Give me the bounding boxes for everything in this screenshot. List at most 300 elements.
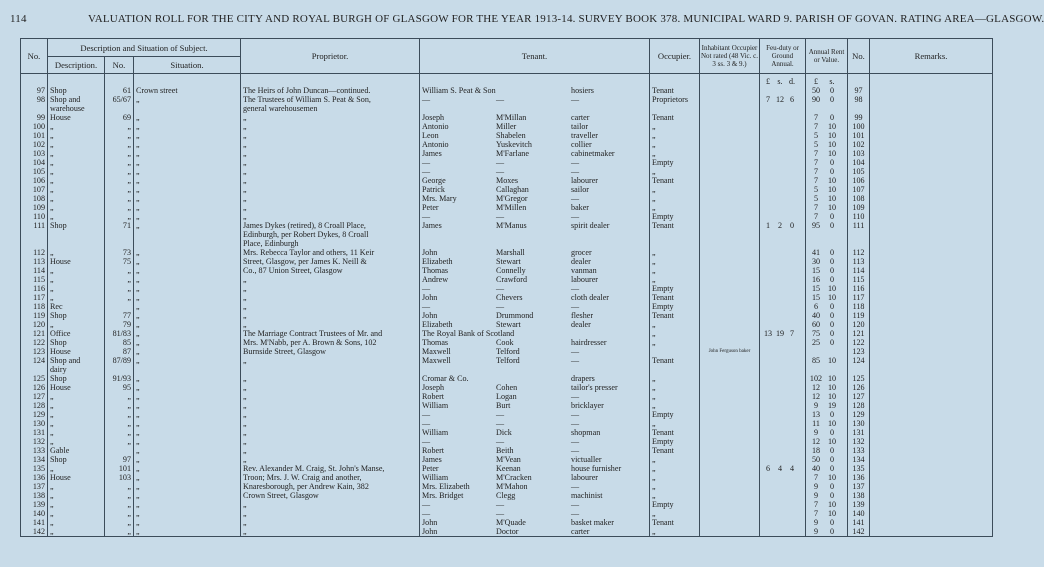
row-annual-rent: 9 0 bbox=[806, 518, 848, 527]
row-no-right: 139 bbox=[848, 500, 870, 509]
row-proprietor: „ bbox=[241, 203, 420, 212]
row-occupier: Tenant bbox=[650, 446, 700, 455]
row-feu-duty bbox=[760, 185, 806, 194]
row-tenant bbox=[420, 500, 650, 509]
row-no: 131 bbox=[21, 428, 48, 437]
table-row bbox=[21, 257, 993, 266]
row-inhabitant-occupier bbox=[700, 275, 760, 284]
tenant-occupation: machinist bbox=[571, 491, 603, 500]
tenant-occupation: flesher bbox=[571, 311, 594, 320]
row-inhabitant-occupier bbox=[700, 392, 760, 401]
table-row bbox=[21, 167, 993, 176]
tenant-surname: M'Mahon bbox=[496, 482, 528, 491]
row-street-no: 91/93 bbox=[105, 374, 134, 383]
tenant-surname: Yuskevitch bbox=[496, 140, 532, 149]
row-situation: „ bbox=[134, 122, 241, 131]
row-no: 137 bbox=[21, 482, 48, 491]
row-description: „ bbox=[48, 275, 105, 284]
table-row bbox=[21, 518, 993, 527]
row-street-no: „ bbox=[105, 149, 134, 158]
row-remarks bbox=[870, 131, 993, 140]
row-occupier: Empty bbox=[650, 284, 700, 293]
row-tenant bbox=[420, 266, 650, 275]
row-remarks bbox=[870, 212, 993, 221]
row-situation: „ bbox=[134, 401, 241, 410]
row-tenant bbox=[420, 131, 650, 140]
tenant-first: James bbox=[422, 149, 442, 158]
row-no-right: 112 bbox=[848, 248, 870, 257]
row-remarks bbox=[870, 158, 993, 167]
row-proprietor: „ bbox=[241, 446, 420, 455]
row-remarks bbox=[870, 482, 993, 491]
row-remarks bbox=[870, 266, 993, 275]
tenant-surname: — bbox=[496, 167, 505, 176]
row-situation: „ bbox=[134, 212, 241, 221]
row-remarks bbox=[870, 86, 993, 95]
tenant-first: Mrs. Elizabeth bbox=[422, 482, 470, 491]
row-no-right: 137 bbox=[848, 482, 870, 491]
tenant-first: Joseph bbox=[422, 383, 445, 392]
row-proprietor: „ bbox=[241, 293, 420, 302]
row-feu-duty: 1 2 0 bbox=[760, 221, 806, 230]
row-feu-duty: 7 12 6 bbox=[760, 95, 806, 104]
tenant-occupation: — bbox=[571, 167, 580, 176]
row-proprietor: Mrs. Rebecca Taylor and others, 11 Keir bbox=[241, 248, 420, 257]
row-inhabitant-occupier bbox=[700, 491, 760, 500]
row-no: 105 bbox=[21, 167, 48, 176]
row-situation: „ bbox=[134, 203, 241, 212]
table-row bbox=[21, 374, 993, 383]
tenant-occupation: — bbox=[571, 392, 580, 401]
tenant-occupation: — bbox=[571, 446, 580, 455]
row-no: 124 bbox=[21, 356, 48, 365]
tenant-first: George bbox=[422, 176, 446, 185]
row-remarks bbox=[870, 302, 993, 311]
tenant-occupation: — bbox=[571, 95, 580, 104]
row-description: Shop bbox=[48, 338, 105, 347]
row-no: 102 bbox=[21, 140, 48, 149]
row-annual-rent: 9 0 bbox=[806, 482, 848, 491]
row-street-no: 65/67 bbox=[105, 95, 134, 104]
row-description: warehouse bbox=[48, 104, 105, 113]
row-proprietor: „ bbox=[241, 509, 420, 518]
tenant-surname: — bbox=[496, 158, 505, 167]
tenant-first: William S. Peat & Son bbox=[422, 86, 496, 95]
row-proprietor: The Marriage Contract Trustees of Mr. and bbox=[241, 329, 420, 338]
row-tenant bbox=[420, 446, 650, 455]
row-inhabitant-occupier bbox=[700, 419, 760, 428]
row-inhabitant-occupier bbox=[700, 428, 760, 437]
row-annual-rent: 7 10 bbox=[806, 203, 848, 212]
row-occupier: „ bbox=[650, 374, 700, 383]
row-proprietor: Troon; Mrs. J. W. Craig and another, bbox=[241, 473, 420, 482]
row-inhabitant-occupier bbox=[700, 509, 760, 518]
row-annual-rent: 5 10 bbox=[806, 185, 848, 194]
row-remarks bbox=[870, 176, 993, 185]
row-no-right: 120 bbox=[848, 320, 870, 329]
row-street-no: „ bbox=[105, 176, 134, 185]
row-tenant bbox=[420, 221, 650, 230]
row-description: „ bbox=[48, 149, 105, 158]
row-situation: „ bbox=[134, 95, 241, 104]
row-description: „ bbox=[48, 482, 105, 491]
table-row bbox=[21, 482, 993, 491]
row-annual-rent: 7 0 bbox=[806, 212, 848, 221]
row-no bbox=[21, 230, 48, 239]
row-no: 126 bbox=[21, 383, 48, 392]
row-no: 97 bbox=[21, 86, 48, 95]
row-remarks bbox=[870, 410, 993, 419]
tenant-occupation: dealer bbox=[571, 257, 591, 266]
row-proprietor: The Heirs of John Duncan—continued. bbox=[241, 86, 420, 95]
row-proprietor bbox=[241, 365, 420, 374]
row-remarks bbox=[870, 113, 993, 122]
row-tenant bbox=[420, 491, 650, 500]
row-no-right: 110 bbox=[848, 212, 870, 221]
row-no-right: 121 bbox=[848, 329, 870, 338]
row-remarks bbox=[870, 329, 993, 338]
row-annual-rent: 7 10 bbox=[806, 149, 848, 158]
row-annual-rent: 7 0 bbox=[806, 113, 848, 122]
row-street-no bbox=[105, 302, 134, 311]
row-street-no: „ bbox=[105, 203, 134, 212]
row-street-no: „ bbox=[105, 275, 134, 284]
row-remarks bbox=[870, 455, 993, 464]
row-situation: „ bbox=[134, 518, 241, 527]
tenant-surname bbox=[496, 374, 571, 383]
table-row bbox=[21, 302, 993, 311]
row-inhabitant-occupier bbox=[700, 410, 760, 419]
row-no-right: 131 bbox=[848, 428, 870, 437]
row-description: Office bbox=[48, 329, 105, 338]
row-proprietor: „ bbox=[241, 455, 420, 464]
row-tenant bbox=[420, 374, 650, 383]
row-tenant bbox=[420, 122, 650, 131]
row-description: House bbox=[48, 347, 105, 356]
row-occupier: „ bbox=[650, 455, 700, 464]
row-annual-rent: 9 19 bbox=[806, 401, 848, 410]
row-annual-rent: 40 0 bbox=[806, 311, 848, 320]
row-annual-rent: 102 10 bbox=[806, 374, 848, 383]
row-remarks bbox=[870, 464, 993, 473]
table-row bbox=[21, 122, 993, 131]
row-annual-rent: 7 0 bbox=[806, 167, 848, 176]
tenant-surname: M'Millen bbox=[496, 203, 527, 212]
tenant-surname: M'Cracken bbox=[496, 473, 532, 482]
row-remarks bbox=[870, 293, 993, 302]
table-row bbox=[21, 329, 993, 338]
row-no: 100 bbox=[21, 122, 48, 131]
tenant-surname: Shabelen bbox=[496, 131, 526, 140]
table-row bbox=[21, 338, 993, 347]
row-situation: „ bbox=[134, 221, 241, 230]
tenant-surname: Callaghan bbox=[496, 185, 529, 194]
row-no-right: 116 bbox=[848, 284, 870, 293]
row-occupier: „ bbox=[650, 473, 700, 482]
row-description: „ bbox=[48, 185, 105, 194]
row-proprietor: „ bbox=[241, 149, 420, 158]
row-no-right: 101 bbox=[848, 131, 870, 140]
row-no-right bbox=[848, 239, 870, 248]
row-occupier: „ bbox=[650, 149, 700, 158]
row-inhabitant-occupier bbox=[700, 104, 760, 113]
tenant-occupation: tailor bbox=[571, 122, 589, 131]
tenant-occupation: — bbox=[571, 212, 580, 221]
row-inhabitant-occupier bbox=[700, 437, 760, 446]
row-no: 128 bbox=[21, 401, 48, 410]
row-occupier: „ bbox=[650, 464, 700, 473]
row-street-no: 103 bbox=[105, 473, 134, 482]
row-inhabitant-occupier bbox=[700, 266, 760, 275]
row-no: 129 bbox=[21, 410, 48, 419]
row-tenant bbox=[420, 311, 650, 320]
row-annual-rent bbox=[806, 347, 848, 356]
row-remarks bbox=[870, 446, 993, 455]
tenant-surname: M'Millan bbox=[496, 113, 527, 122]
row-remarks bbox=[870, 437, 993, 446]
row-description: „ bbox=[48, 158, 105, 167]
row-no: 120 bbox=[21, 320, 48, 329]
row-no-right bbox=[848, 104, 870, 113]
tenant-occupation: spirit dealer bbox=[571, 221, 610, 230]
row-tenant bbox=[420, 275, 650, 284]
row-feu-duty bbox=[760, 230, 806, 239]
row-annual-rent: 11 10 bbox=[806, 419, 848, 428]
table-row bbox=[21, 131, 993, 140]
row-proprietor: „ bbox=[241, 419, 420, 428]
row-no-right: 108 bbox=[848, 194, 870, 203]
row-occupier: Empty bbox=[650, 158, 700, 167]
row-no: 101 bbox=[21, 131, 48, 140]
row-occupier: Tenant bbox=[650, 518, 700, 527]
row-tenant bbox=[420, 113, 650, 122]
row-proprietor: „ bbox=[241, 275, 420, 284]
row-no-right: 125 bbox=[848, 374, 870, 383]
row-occupier: „ bbox=[650, 140, 700, 149]
row-remarks bbox=[870, 257, 993, 266]
row-occupier: Tenant bbox=[650, 176, 700, 185]
row-feu-duty bbox=[760, 482, 806, 491]
table-row bbox=[21, 212, 993, 221]
row-feu-duty bbox=[760, 419, 806, 428]
row-occupier: „ bbox=[650, 491, 700, 500]
row-proprietor: Street, Glasgow, per James K. Neill & bbox=[241, 257, 420, 266]
row-tenant bbox=[420, 230, 650, 239]
tenant-surname bbox=[497, 329, 572, 338]
row-no: 123 bbox=[21, 347, 48, 356]
row-no-right: 135 bbox=[848, 464, 870, 473]
table-row bbox=[21, 266, 993, 275]
row-occupier: Empty bbox=[650, 212, 700, 221]
tenant-surname: Telford bbox=[496, 347, 520, 356]
row-occupier: „ bbox=[650, 194, 700, 203]
row-occupier: Tenant bbox=[650, 221, 700, 230]
row-situation: „ bbox=[134, 131, 241, 140]
row-feu-duty bbox=[760, 239, 806, 248]
table-row bbox=[21, 419, 993, 428]
row-occupier: Tenant bbox=[650, 356, 700, 365]
row-occupier: Tenant bbox=[650, 86, 700, 95]
row-feu-duty bbox=[760, 347, 806, 356]
table-row bbox=[21, 149, 993, 158]
units-row bbox=[21, 74, 993, 87]
row-remarks bbox=[870, 347, 993, 356]
row-no: 134 bbox=[21, 455, 48, 464]
row-situation: „ bbox=[134, 113, 241, 122]
tenant-surname: — bbox=[496, 212, 505, 221]
row-tenant bbox=[420, 527, 650, 537]
row-no: 98 bbox=[21, 95, 48, 104]
row-situation: „ bbox=[134, 446, 241, 455]
row-proprietor: Burnside Street, Glasgow bbox=[241, 347, 420, 356]
tenant-occupation: shopman bbox=[571, 428, 601, 437]
row-proprietor: „ bbox=[241, 284, 420, 293]
row-feu-duty bbox=[760, 176, 806, 185]
row-remarks bbox=[870, 383, 993, 392]
tenant-first: — bbox=[422, 410, 431, 419]
row-situation: „ bbox=[134, 482, 241, 491]
row-inhabitant-occupier bbox=[700, 338, 760, 347]
row-description: „ bbox=[48, 518, 105, 527]
row-occupier bbox=[650, 239, 700, 248]
row-feu-duty bbox=[760, 140, 806, 149]
row-street-no: „ bbox=[105, 167, 134, 176]
row-feu-duty bbox=[760, 212, 806, 221]
tenant-first: Maxwell bbox=[422, 356, 451, 365]
table-row bbox=[21, 95, 993, 104]
row-situation: „ bbox=[134, 410, 241, 419]
row-no: 133 bbox=[21, 446, 48, 455]
row-tenant bbox=[420, 365, 650, 374]
tenant-first: Robert bbox=[422, 392, 445, 401]
row-inhabitant-occupier bbox=[700, 500, 760, 509]
tenant-surname: M'Quade bbox=[496, 518, 526, 527]
tenant-first: Thomas bbox=[422, 266, 449, 275]
row-situation: „ bbox=[134, 293, 241, 302]
row-situation: „ bbox=[134, 500, 241, 509]
row-occupier bbox=[650, 365, 700, 374]
row-occupier: Empty bbox=[650, 500, 700, 509]
table-row bbox=[21, 185, 993, 194]
tenant-first: Antonio bbox=[422, 140, 449, 149]
table-row bbox=[21, 284, 993, 293]
row-description: „ bbox=[48, 464, 105, 473]
row-occupier: Tenant bbox=[650, 428, 700, 437]
row-proprietor: „ bbox=[241, 212, 420, 221]
tenant-occupation: — bbox=[571, 482, 580, 491]
table-row bbox=[21, 239, 993, 248]
row-street-no: 79 bbox=[105, 320, 134, 329]
row-feu-duty bbox=[760, 437, 806, 446]
col-remarks: Remarks. bbox=[870, 39, 993, 74]
row-occupier: „ bbox=[650, 392, 700, 401]
row-situation: „ bbox=[134, 248, 241, 257]
row-occupier: „ bbox=[650, 338, 700, 347]
row-no-right: 134 bbox=[848, 455, 870, 464]
tenant-first: John bbox=[422, 527, 438, 536]
row-remarks bbox=[870, 167, 993, 176]
row-tenant bbox=[420, 320, 650, 329]
row-proprietor: „ bbox=[241, 374, 420, 383]
tenant-first: James bbox=[422, 221, 442, 230]
tenant-first: John bbox=[422, 518, 438, 527]
row-feu-duty bbox=[760, 392, 806, 401]
row-annual-rent: 12 10 bbox=[806, 383, 848, 392]
col-feu-duty: Feu-duty or Ground Annual. bbox=[760, 39, 806, 74]
row-tenant bbox=[420, 167, 650, 176]
row-street-no: 87 bbox=[105, 347, 134, 356]
row-no-right: 98 bbox=[848, 95, 870, 104]
col-proprietor: Proprietor. bbox=[241, 39, 420, 74]
row-situation: „ bbox=[134, 428, 241, 437]
row-remarks bbox=[870, 203, 993, 212]
row-no: 114 bbox=[21, 266, 48, 275]
tenant-occupation: cabinetmaker bbox=[571, 149, 615, 158]
row-inhabitant-occupier bbox=[700, 527, 760, 537]
tenant-first: — bbox=[422, 158, 431, 167]
row-occupier: „ bbox=[650, 527, 700, 537]
row-remarks bbox=[870, 401, 993, 410]
row-description: „ bbox=[48, 266, 105, 275]
row-feu-duty bbox=[760, 302, 806, 311]
row-annual-rent: 7 10 bbox=[806, 509, 848, 518]
row-no: 127 bbox=[21, 392, 48, 401]
row-feu-duty bbox=[760, 293, 806, 302]
row-situation: „ bbox=[134, 455, 241, 464]
row-no-right: 111 bbox=[848, 221, 870, 230]
table-row bbox=[21, 527, 993, 537]
row-street-no: „ bbox=[105, 527, 134, 537]
row-situation: „ bbox=[134, 527, 241, 537]
row-remarks bbox=[870, 149, 993, 158]
row-street-no: „ bbox=[105, 518, 134, 527]
row-remarks bbox=[870, 365, 993, 374]
row-annual-rent: 9 0 bbox=[806, 491, 848, 500]
row-occupier: Tenant bbox=[650, 293, 700, 302]
row-no-right bbox=[848, 365, 870, 374]
row-remarks bbox=[870, 509, 993, 518]
row-street-no: „ bbox=[105, 428, 134, 437]
row-tenant bbox=[420, 518, 650, 527]
row-situation: „ bbox=[134, 509, 241, 518]
tenant-first: William bbox=[422, 428, 449, 437]
row-street-no: „ bbox=[105, 509, 134, 518]
table-row bbox=[21, 437, 993, 446]
tenant-surname: — bbox=[496, 284, 505, 293]
row-remarks bbox=[870, 428, 993, 437]
row-tenant bbox=[420, 383, 650, 392]
row-no-right: 136 bbox=[848, 473, 870, 482]
row-tenant bbox=[420, 104, 650, 113]
tenant-occupation: — bbox=[571, 302, 580, 311]
row-tenant bbox=[420, 239, 650, 248]
row-feu-duty bbox=[760, 149, 806, 158]
row-proprietor: „ bbox=[241, 401, 420, 410]
tenant-first: William bbox=[422, 473, 449, 482]
row-inhabitant-occupier bbox=[700, 401, 760, 410]
row-situation: „ bbox=[134, 194, 241, 203]
tenant-occupation: — bbox=[571, 356, 580, 365]
tenant-surname: Stewart bbox=[496, 257, 521, 266]
tenant-surname: Stewart bbox=[496, 320, 521, 329]
row-no-right: 128 bbox=[848, 401, 870, 410]
tenant-first: Antonio bbox=[422, 122, 449, 131]
table-row bbox=[21, 383, 993, 392]
row-annual-rent: 13 0 bbox=[806, 410, 848, 419]
table-row bbox=[21, 221, 993, 230]
row-remarks bbox=[870, 194, 993, 203]
row-remarks bbox=[870, 419, 993, 428]
